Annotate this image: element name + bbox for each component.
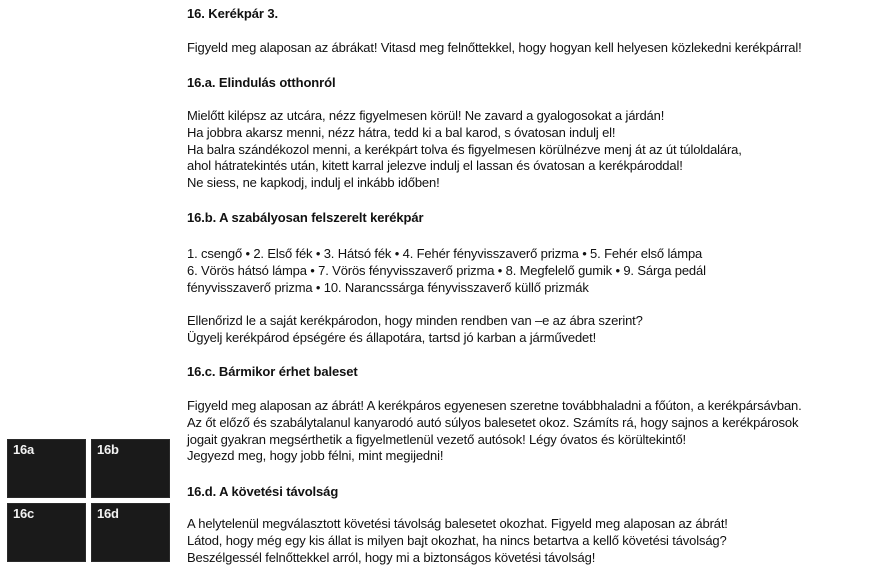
intro-line: Figyeld meg alaposan az ábrákat! Vitasd meg felnőttekkel, hogy hogyan kell helyesen közlekedni kerékpárral!	[187, 40, 802, 55]
thumbnail-16b[interactable]	[91, 439, 170, 498]
section-heading-16d: 16.d. A követési távolság	[187, 484, 339, 499]
thumbnail-16c[interactable]	[7, 503, 86, 562]
section-16c-paragraph	[187, 398, 802, 465]
document-title: 16. Kerékpár 3.	[187, 6, 279, 21]
thumbnail-label: 16a	[13, 442, 35, 457]
section-16b-equipment-list	[187, 246, 706, 296]
paragraph-line: ahol hátratekintés után, kitett karral jelezve indulj el lassan és óvatosan a kerékpároddal!	[187, 158, 683, 174]
thumbnail-label: 16b	[97, 442, 119, 457]
thumbnail-label: 16c	[13, 506, 35, 521]
paragraph-line: Az őt előző és szabálytalanul kanyarodó autó súlyos balesetet okoz. Számíts rá, hogy sajnos a kerékpárosok	[187, 414, 799, 430]
section-heading-16c: 16.c. Bármikor érhet baleset	[187, 364, 358, 379]
paragraph-line: Mielőtt kilépsz az utcára, nézz figyelmesen körül! Ne zavard a gyalogosokat a járdán!	[187, 108, 665, 123]
intro-text	[187, 40, 802, 57]
paragraph-line: Ellenőrizd le a saját kerékpárodon, hogy minden rendben van –e az ábra szerint?	[187, 313, 643, 328]
section-heading-16a: 16.a. Elindulás otthonról	[187, 75, 336, 90]
paragraph-line: 6. Vörös hátsó lámpa • 7. Vörös fényvisszaverő prizma • 8. Megfelelő gumik • 9. Sárga pedál	[187, 262, 706, 278]
paragraph-line: Ha jobbra akarsz menni, nézz hátra, tedd ki a bal karod, s óvatosan indulj el!	[187, 124, 616, 140]
paragraph-line: fényvisszaverő prizma • 10. Narancssárga fényvisszaverő küllő prizmák	[187, 279, 589, 295]
thumbnail-16a[interactable]	[7, 439, 86, 498]
paragraph-line: 1. csengő • 2. Első fék • 3. Hátsó fék • 4. Fehér fényvisszaverő prizma • 5. Fehér első lámpa	[187, 246, 703, 261]
section-heading-16b: 16.b. A szabályosan felszerelt kerékpár	[187, 210, 424, 225]
paragraph-line: Ha balra szándékozol menni, a kerékpárt tolva és figyelmesen körülnézve menj át az út túloldalára,	[187, 141, 742, 157]
thumbnail-label: 16d	[97, 506, 119, 521]
paragraph-line: Figyeld meg alaposan az ábrát! A kerékpáros egyenesen szeretne továbbhaladni a főúton, a kerékpársávban.	[187, 398, 802, 413]
paragraph-line: Ne siess, ne kapkodj, indulj el inkább időben!	[187, 175, 440, 191]
paragraph-line: Látod, hogy még egy kis állat is milyen bajt okozhat, ha nincs betartva a kellő követési távolság?	[187, 532, 727, 548]
section-16d-paragraph	[187, 516, 728, 566]
paragraph-line: Ügyelj kerékpárod épségére és állapotára, tartsd jó karban a járművedet!	[187, 329, 597, 345]
thumbnail-16d[interactable]	[91, 503, 170, 562]
section-16b-paragraph	[187, 313, 643, 347]
section-16a-paragraph	[187, 108, 742, 192]
paragraph-line: Beszélgessél felnőttekkel arról, hogy mi a biztonságos követési távolság!	[187, 549, 596, 565]
paragraph-line: Jegyezd meg, hogy jobb félni, mint megijedni!	[187, 448, 444, 464]
paragraph-line: jogait gyakran megsérthetik a figyelmetlenül vezető autósok! Légy óvatos és körültekintő!	[187, 431, 686, 447]
figure-thumbnails	[7, 439, 177, 563]
paragraph-line: A helytelenül megválasztott követési távolság balesetet okozhat. Figyeld meg alaposan az ábrát!	[187, 516, 728, 531]
